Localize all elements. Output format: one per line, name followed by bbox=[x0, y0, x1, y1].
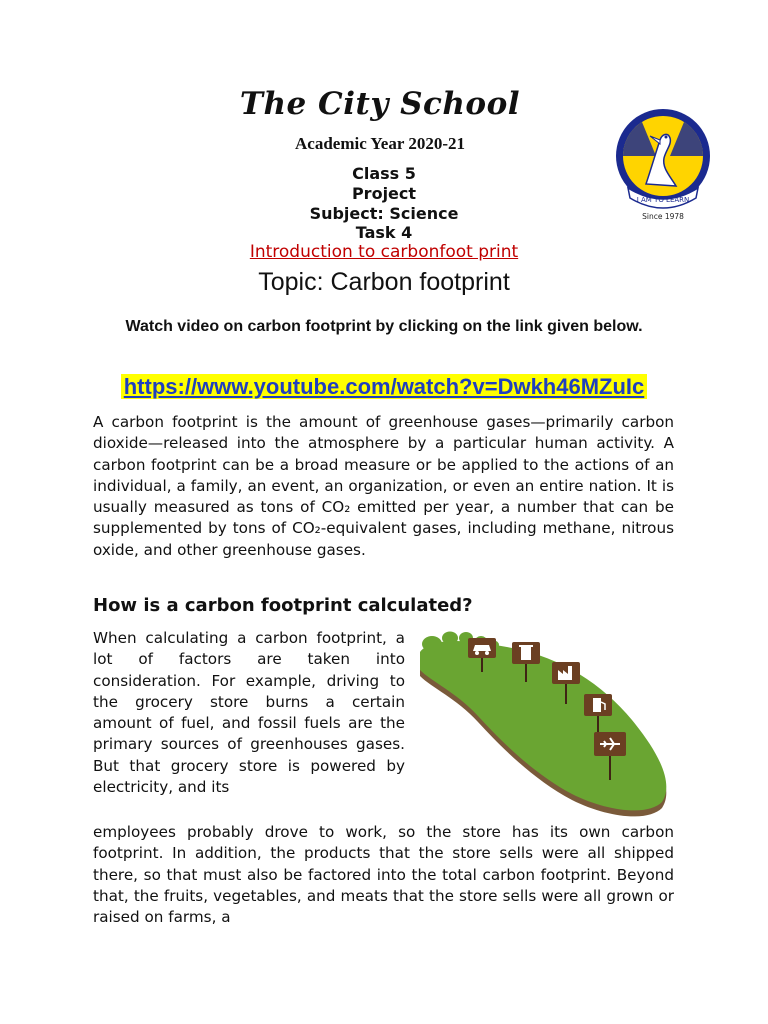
academic-year: Academic Year 2020-21 bbox=[295, 134, 465, 153]
calc-paragraph: employees probably drove to work, so the store has its own carbon footprint. In addition, the products that the store sells were all shipped there, so that must also be factored into the total carbon footprint. Beyond that, the fruits, vegetables, and meats that the store sells were all grown or raised on farms, a bbox=[93, 823, 674, 927]
task-label: Task 4 bbox=[355, 223, 413, 242]
logo-since: Since 1978 bbox=[642, 212, 684, 221]
factory-icon bbox=[552, 662, 580, 684]
car-icon bbox=[468, 638, 496, 658]
topic-title: Topic: Carbon footprint bbox=[258, 268, 510, 296]
project-label: Project bbox=[351, 184, 417, 203]
video-link[interactable]: https://www.youtube.com/watch?v=Dwkh46MZuIc bbox=[121, 374, 648, 399]
video-link-row bbox=[0, 374, 768, 400]
footprint-illustration bbox=[412, 630, 674, 820]
subject-label: Subject: Science bbox=[309, 204, 459, 223]
school-logo bbox=[612, 106, 714, 222]
intro-heading: Introduction to carbonfoot print bbox=[249, 242, 519, 262]
section-heading: How is a carbon footprint calculated? bbox=[93, 595, 473, 616]
calc-paragraph-wrapped: When calculating a carbon footprint, a lot of factors are taken into consideration. For example, driving to the grocery store burns a certain amount of fuel, and fossil fuels are the primary sources of greenhouses gases. But that grocery store is powered by electricity, and its bbox=[93, 629, 405, 797]
school-name: The City School bbox=[239, 86, 521, 122]
class-label: Class 5 bbox=[352, 164, 416, 183]
logo-motto: I AM TO LEARN bbox=[636, 196, 690, 204]
video-instruction: Watch video on carbon footprint by clicking on the link given below. bbox=[125, 318, 643, 335]
airplane-icon bbox=[594, 732, 626, 756]
trash-bin-icon bbox=[512, 642, 540, 664]
intro-paragraph: A carbon footprint is the amount of greenhouse gases—primarily carbon dioxide—released into the atmosphere by a particular human activity. A carbon footprint can be a broad measure or be applied to the actions of an individual, a family, an event, an organization, or even an entire nation. It is usually measured as tons of CO₂ emitted per year, a number that can be supplemented by tons of CO₂-equivalent gases, including methane, nitrous oxide, and other greenhouse gases. bbox=[93, 413, 674, 559]
fuel-pump-icon bbox=[584, 694, 612, 716]
